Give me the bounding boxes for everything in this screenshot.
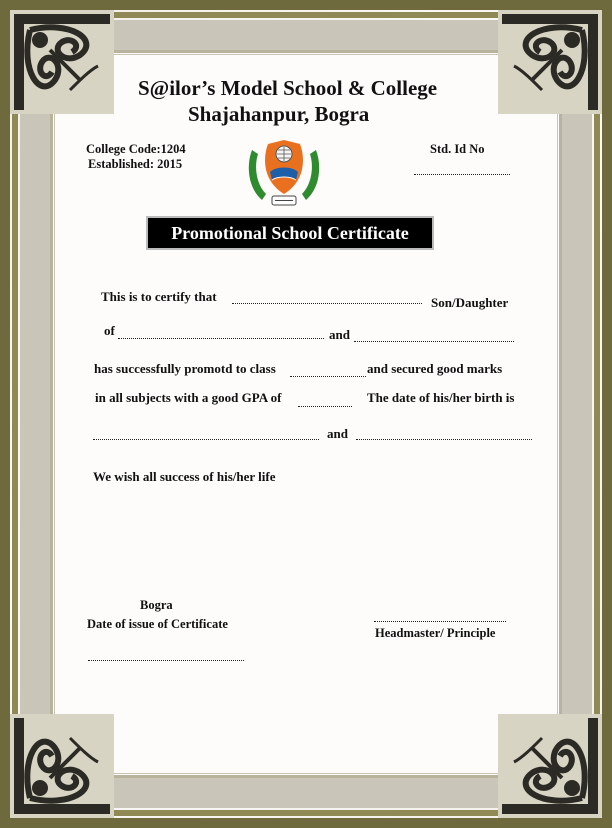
school-name: S@ilor’s Model School & College: [138, 76, 438, 100]
issue-place: Bogra: [140, 598, 173, 612]
school-emblem-icon: [244, 136, 324, 210]
father-name-field[interactable]: [118, 338, 324, 339]
of-text: of: [104, 323, 115, 338]
promoted-text: has successfully promotd to class: [94, 361, 276, 376]
gpa-field[interactable]: [298, 406, 352, 407]
corner-ornament-icon: [10, 714, 114, 818]
school-location: Shajahanpur, Bogra: [188, 102, 370, 126]
class-field[interactable]: [290, 376, 366, 377]
certificate-title-badge: [148, 218, 432, 248]
marks-text: and secured good marks: [367, 361, 503, 376]
signatory-label: Headmaster/ Principle: [375, 626, 496, 640]
signature-field[interactable]: [374, 621, 506, 622]
wish-text: We wish all success of his/her life: [93, 469, 276, 484]
issue-date-label: Date of issue of Certificate: [87, 617, 228, 631]
and-text: and: [329, 327, 350, 342]
certify-text: This is to certify that: [101, 289, 217, 304]
and-text-2: and: [327, 426, 348, 441]
birth-date-text: The date of his/her birth is: [367, 390, 515, 405]
gpa-text: in all subjects with a good GPA of: [95, 390, 282, 405]
mother-name-field[interactable]: [354, 341, 514, 342]
corner-ornament-icon: [498, 714, 602, 818]
issue-date-field[interactable]: [88, 660, 244, 661]
birth-date-words-field[interactable]: [356, 439, 532, 440]
certificate-title: Promotional School Certificate: [171, 222, 409, 243]
established-year: Established: 2015: [88, 157, 183, 171]
son-daughter-text: Son/Daughter: [431, 295, 509, 310]
student-id-field[interactable]: [414, 174, 510, 175]
student-id-label: Std. Id No: [430, 142, 485, 156]
birth-date-field[interactable]: [93, 439, 319, 440]
student-name-field[interactable]: [232, 303, 422, 304]
corner-ornament-icon: [498, 10, 602, 114]
corner-ornament-icon: [10, 10, 114, 114]
college-code: College Code:1204: [86, 142, 186, 156]
